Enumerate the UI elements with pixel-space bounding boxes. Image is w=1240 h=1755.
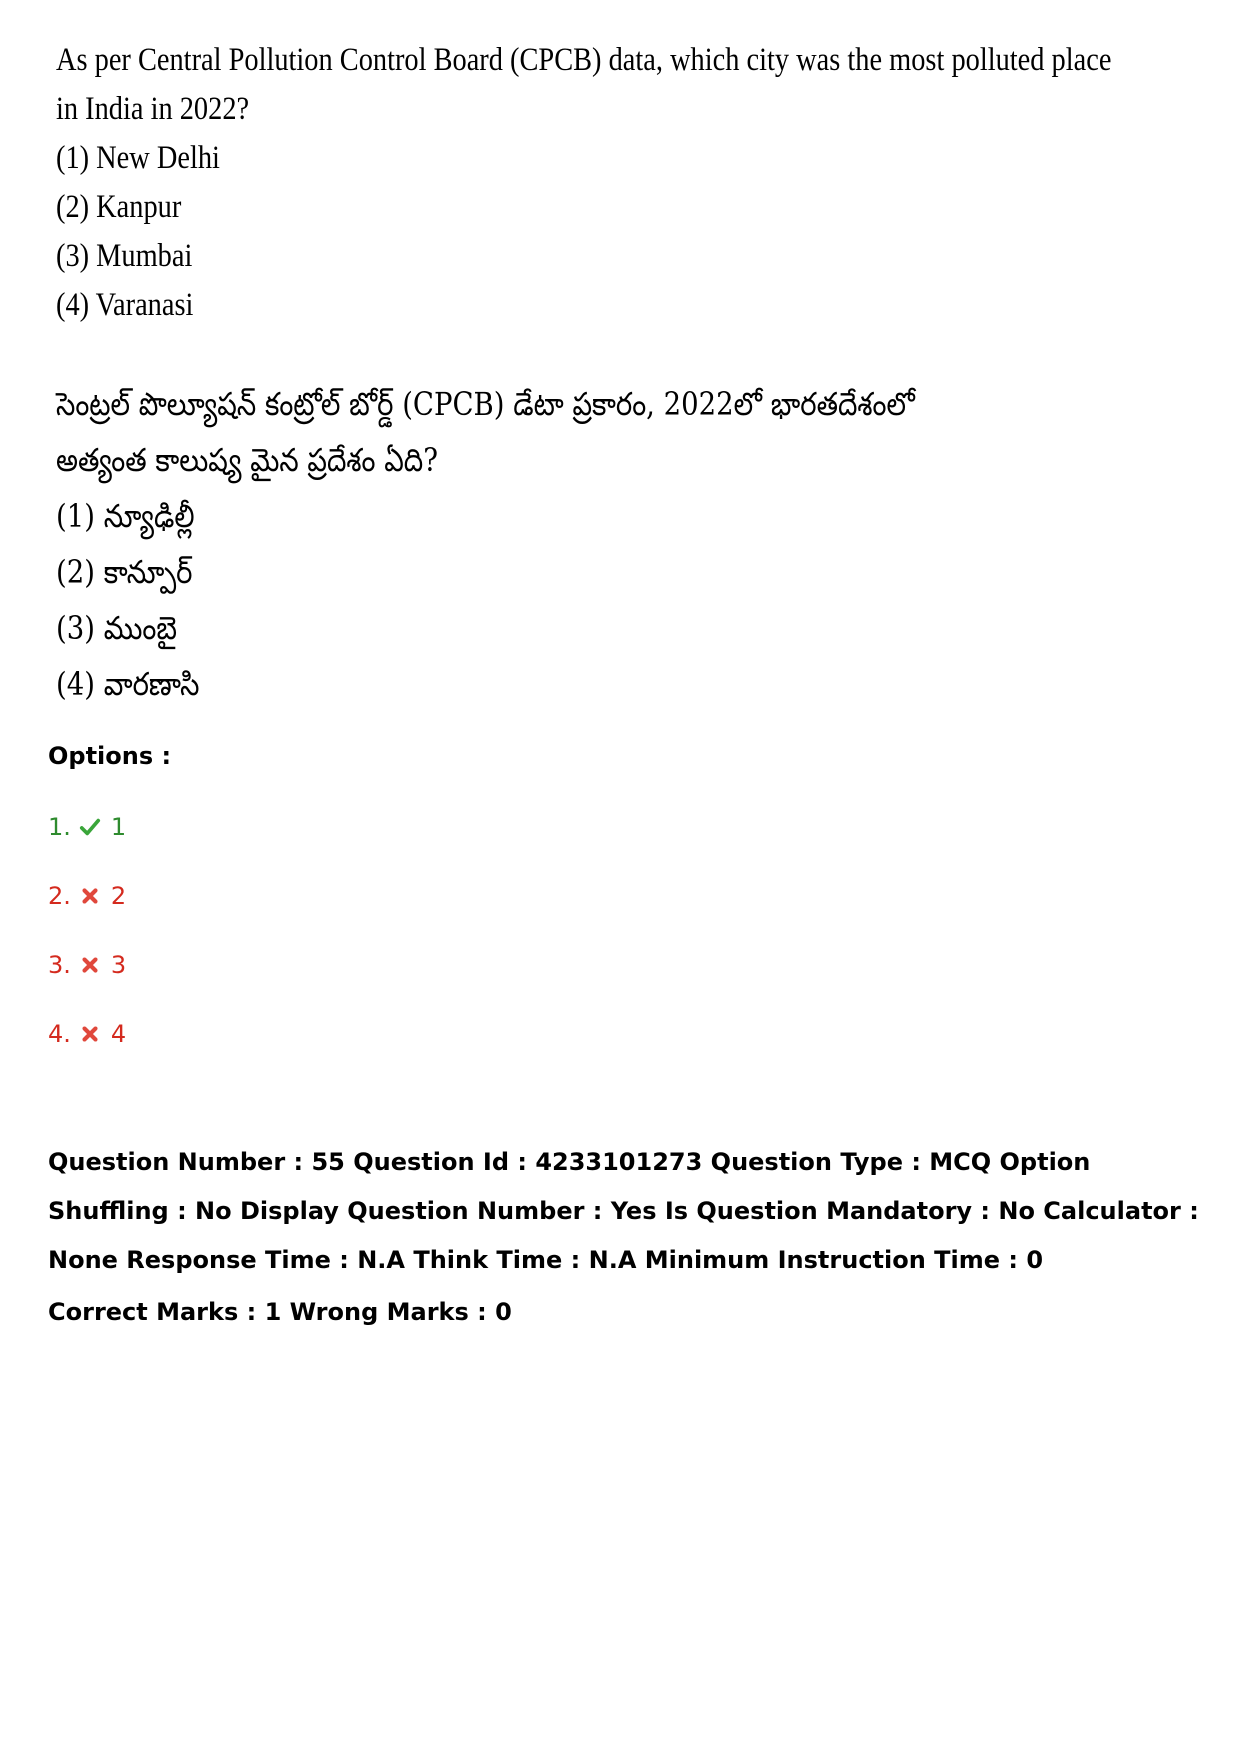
question-text-line: అత్యంత కాలుష్య మైన ప్రదేశం ఏది? [56,441,438,479]
option-label: 2 [110,882,127,910]
question-english [56,36,1112,330]
cross-icon [79,954,101,976]
option-number: 3. [48,951,71,979]
question-choice-line: (1) New Delhi [56,140,220,176]
option-item [48,1019,126,1088]
question-metadata: Question Number : 55 Question Id : 4233101273 Question Type : MCQ Option Shuffling : No Display Question Number : Yes Is Question Mandatory : No Calculator : None Response Time : N.A Think Time : N.A Minimum Instruction Time : 0 [48,1148,1199,1274]
question-choice-line: (4) వారణాసి [56,665,200,703]
question-text-line: in India in 2022? [56,91,250,127]
option-item [48,812,126,881]
option-number: 1. [48,813,71,841]
cross-icon [79,1023,101,1045]
question-choice-line: (2) Kanpur [56,189,182,225]
option-number: 2. [48,882,71,910]
option-label: 1 [110,813,127,841]
marks-info: Correct Marks : 1 Wrong Marks : 0 [48,1298,512,1326]
question-image [56,36,1112,703]
cross-icon [79,885,101,907]
question-choice-line: (2) కాన్పూర్ [56,553,193,591]
question-choice-line: (3) Mumbai [56,238,193,274]
option-item [48,950,126,1019]
question-text-line: As per Central Pollution Control Board (CPCB) data, which city was the most polluted place [56,42,1112,78]
question-choice-line: (3) ముంబై [56,609,177,647]
check-icon [79,816,101,838]
options-heading: Options : [48,742,172,770]
option-item [48,881,126,950]
question-choice-line: (4) Varanasi [56,287,194,323]
question-choice-line: (1) న్యూఢిల్లీ [56,497,195,535]
question-text-line: సెంట్రల్ పొల్యూషన్ కంట్రోల్ బోర్డ్ (CPCB) డేటా ప్రకారం, 2022లో భారతదేశంలో [56,385,915,423]
option-number: 4. [48,1020,71,1048]
options-list [48,812,126,1088]
option-label: 4 [110,1020,127,1048]
option-label: 3 [110,951,127,979]
question-telugu [56,376,915,712]
